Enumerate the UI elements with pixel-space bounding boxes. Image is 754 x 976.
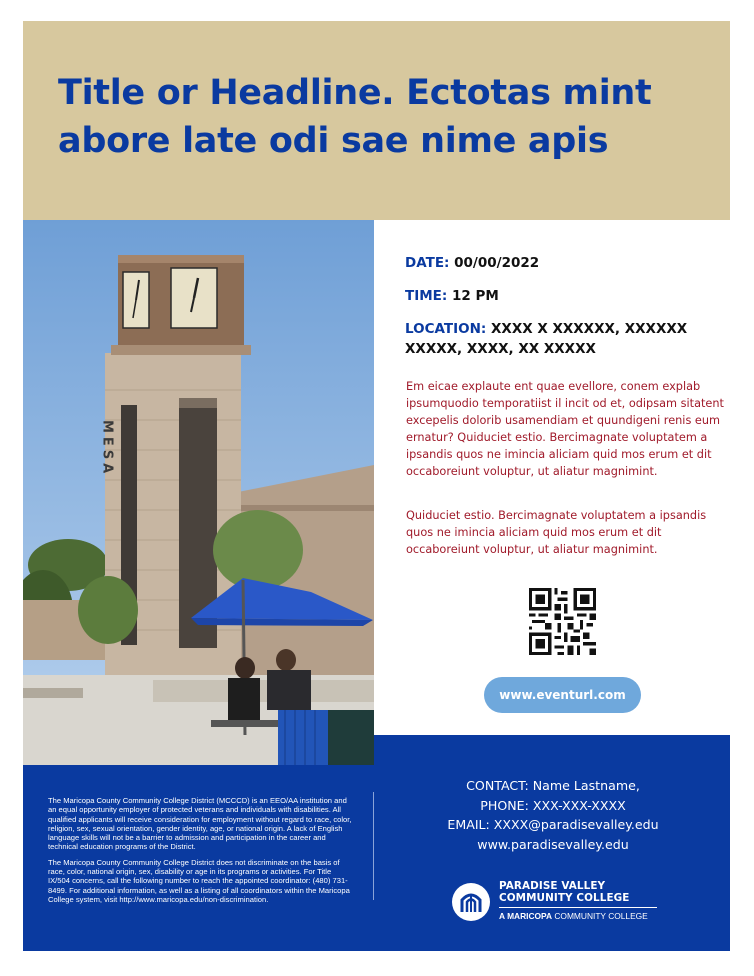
time-value: 12 PM (452, 288, 499, 304)
location-line (405, 319, 720, 359)
contact-name: CONTACT: Name Lastname, (466, 778, 640, 793)
time-label: TIME: (405, 288, 448, 304)
time-line (405, 286, 720, 306)
location-label: LOCATION: (405, 321, 487, 337)
logo-line-1: PARADISE VALLEY (499, 880, 606, 892)
logo-sub-bold: A MARICOPA (499, 911, 553, 921)
contact-block (418, 776, 688, 854)
footer-divider (373, 792, 374, 900)
header-band (23, 21, 730, 220)
body-paragraph-1: Em eicae explaute ent quae evellore, conem explab ipsumquodio temporatiist il incit od et, odipsam sitatent excepelis dolorib usamendiam et quundigeni renis eum ernatur? Quiduciet estio. Bercimagnate voluptatem a ipsandis quos ne imincia aliciam quid mos erum et dit occaboreiunt voluptur, ut aliatur magnimint. (406, 380, 724, 478)
contact-website[interactable]: www.paradisevalley.edu (477, 836, 629, 852)
page-title: Title or Headline. Ectotas mint abore late odi sae nime apis (58, 73, 652, 161)
campus-photo (23, 220, 374, 765)
logo-subline (499, 911, 648, 921)
body-paragraph-2: Quiduciet estio. Bercimagnate voluptatem a ipsandis quos ne imincia aliciam quid mos erum et dit occaboreiunt voluptur, ut aliatur magnimint. (406, 509, 707, 556)
date-label: DATE: (405, 255, 450, 271)
logo-line-2: COMMUNITY COLLEGE (499, 892, 630, 904)
photo-bottom-fill (23, 735, 374, 765)
event-details (405, 253, 720, 372)
contact-phone: PHONE: XXX-XXX-XXXX (480, 797, 626, 813)
date-line (405, 253, 720, 273)
tower-lettering: MESA (99, 420, 115, 478)
college-seal-icon (451, 882, 491, 922)
flyer (23, 21, 730, 951)
legal-paragraph-2: The Maricopa County Community College District does not discriminate on the basis of race, color, national origin, sex, disability or age in its programs or activities. For Title IX/504 concerns, call the following number to reach the appointed coordinator: (480) 731-8499. For additional information, as well as a listing of all coordinators within the Maricopa College system, visit http://www.maricopa.edu/non-discrimination. (48, 857, 350, 904)
logo-sub-rest: COMMUNITY COLLEGE (554, 911, 648, 921)
date-value: 00/00/2022 (454, 255, 540, 271)
qr-code-icon[interactable] (529, 588, 596, 655)
location-value: XXXX X XXXXXX, XXXXXX XXXXX, XXXX, XX XXXXX (405, 321, 688, 357)
legal-notice (48, 796, 353, 910)
event-url-button[interactable]: www.eventurl.com (484, 677, 641, 713)
legal-paragraph-1: The Maricopa County Community College District (MCCCD) is an EEO/AA institution and an equal opportunity employer of protected veterans and individuals with disabilities. All qualified applicants will receive consideration for employment without regard to race, color, religion, sex, sexual orientation, gender identity, age, or national origin. A lack of English language skills will not be a barrier to admission and participation in the career and technical education programs of the District. (48, 796, 352, 852)
logo-rule (499, 907, 657, 908)
college-logo (451, 879, 661, 925)
contact-email[interactable]: EMAIL: XXXX@paradisevalley.edu (447, 817, 659, 832)
